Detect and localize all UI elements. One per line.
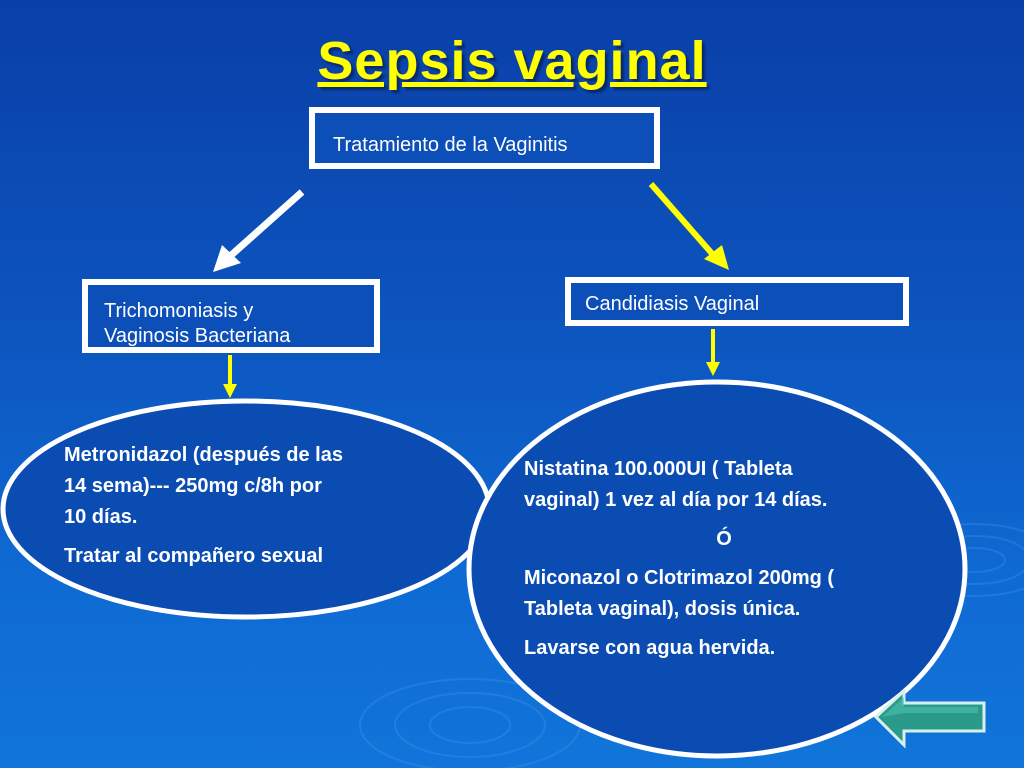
trichomoniasis-line2: Vaginosis Bacteriana xyxy=(104,325,291,347)
back-arrow-icon[interactable] xyxy=(874,689,988,749)
metronidazol-paragraph xyxy=(64,440,434,533)
trichomoniasis-box xyxy=(82,279,380,353)
slide-title: Sepsis vaginal xyxy=(317,31,707,91)
partner-paragraph: Tratar al compañero sexual xyxy=(64,545,324,567)
nistatina-line2: vaginal) 1 vez al día por 14 días. xyxy=(524,489,828,511)
left-ellipse-text xyxy=(64,440,434,580)
miconazol-line2: Tableta vaginal), dosis única. xyxy=(524,598,801,620)
miconazol-line1: Miconazol o Clotrimazol 200mg ( xyxy=(524,567,835,589)
trichomoniasis-line1: Trichomoniasis y xyxy=(104,300,254,322)
nistatina-line1: Nistatina 100.000UI ( Tableta xyxy=(524,458,793,480)
metronidazol-line3: 10 días. xyxy=(64,506,138,528)
yellow-arrow-down-right xyxy=(706,329,720,376)
treatment-box-label: Tratamiento de la Vaginitis xyxy=(333,134,568,156)
metronidazol-line1: Metronidazol (después de las xyxy=(64,444,343,466)
yellow-arrow-down-left xyxy=(223,355,237,398)
nistatina-paragraph xyxy=(524,454,934,516)
treatment-box xyxy=(309,107,660,169)
candidiasis-box-label: Candidiasis Vaginal xyxy=(585,293,760,315)
water-paragraph: Lavarse con agua hervida. xyxy=(524,637,776,659)
or-separator: Ó xyxy=(716,528,732,550)
right-ellipse-text xyxy=(524,454,934,672)
miconazol-paragraph xyxy=(524,563,934,625)
white-arrow-left xyxy=(213,192,302,272)
candidiasis-box xyxy=(565,277,909,326)
metronidazol-line2: 14 sema)--- 250mg c/8h por xyxy=(64,475,322,497)
yellow-arrow-right xyxy=(651,184,729,270)
